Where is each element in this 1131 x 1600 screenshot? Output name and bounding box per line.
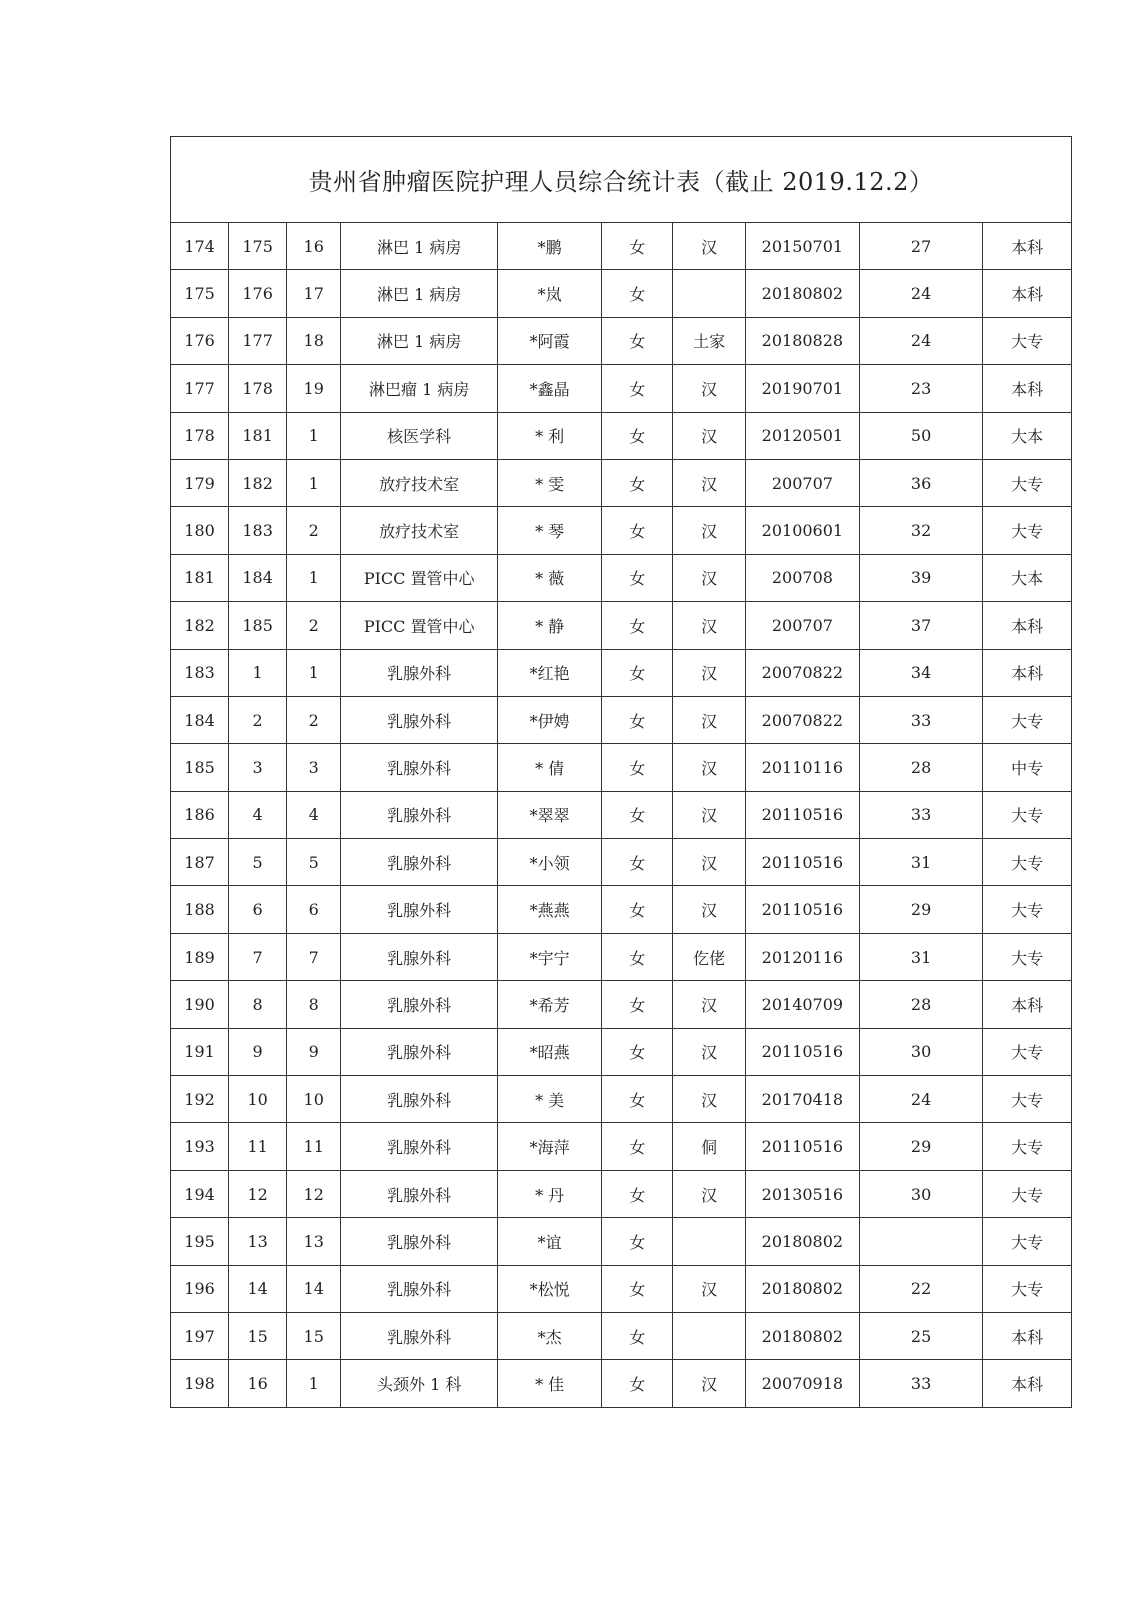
hire-date-cell: 20100601: [745, 507, 859, 554]
dept-seq-cell: 10: [229, 1076, 287, 1123]
education-cell: 大专: [983, 317, 1072, 364]
department-cell: 乳腺外科: [341, 744, 498, 791]
dept-seq-cell: 8: [229, 981, 287, 1028]
name-cell: * 静: [498, 602, 602, 649]
gender-cell: 女: [602, 365, 673, 412]
gender-cell: 女: [602, 1170, 673, 1217]
dept-seq-cell: 7: [229, 933, 287, 980]
department-cell: 乳腺外科: [341, 839, 498, 886]
dept-seq-cell: 11: [229, 1123, 287, 1170]
unit-seq-cell: 1: [287, 554, 341, 601]
education-cell: 本科: [983, 223, 1072, 270]
unit-seq-cell: 5: [287, 839, 341, 886]
age-cell: 24: [859, 1076, 982, 1123]
seq-cell: 174: [171, 223, 229, 270]
education-cell: 大本: [983, 554, 1072, 601]
department-cell: 乳腺外科: [341, 1312, 498, 1359]
dept-seq-cell: 1: [229, 649, 287, 696]
gender-cell: 女: [602, 602, 673, 649]
table-row: [171, 507, 1072, 554]
unit-seq-cell: 8: [287, 981, 341, 1028]
hire-date-cell: 20180802: [745, 1218, 859, 1265]
ethnicity-cell: [673, 270, 745, 317]
table-row: [171, 933, 1072, 980]
dept-seq-cell: 175: [229, 223, 287, 270]
age-cell: 31: [859, 839, 982, 886]
seq-cell: 196: [171, 1265, 229, 1312]
gender-cell: 女: [602, 1312, 673, 1359]
name-cell: * 薇: [498, 554, 602, 601]
unit-seq-cell: 19: [287, 365, 341, 412]
seq-cell: 185: [171, 744, 229, 791]
name-cell: * 倩: [498, 744, 602, 791]
name-cell: * 雯: [498, 459, 602, 506]
unit-seq-cell: 4: [287, 791, 341, 838]
table-body: [171, 223, 1072, 1408]
table-row: [171, 459, 1072, 506]
age-cell: [859, 1218, 982, 1265]
hire-date-cell: 20190701: [745, 365, 859, 412]
name-cell: *鹏: [498, 223, 602, 270]
education-cell: 本科: [983, 602, 1072, 649]
dept-seq-cell: 15: [229, 1312, 287, 1359]
gender-cell: 女: [602, 744, 673, 791]
age-cell: 36: [859, 459, 982, 506]
age-cell: 24: [859, 270, 982, 317]
education-cell: 大专: [983, 696, 1072, 743]
name-cell: * 佳: [498, 1360, 602, 1407]
dept-seq-cell: 181: [229, 412, 287, 459]
seq-cell: 195: [171, 1218, 229, 1265]
department-cell: 放疗技术室: [341, 459, 498, 506]
hire-date-cell: 20180802: [745, 1312, 859, 1359]
age-cell: 39: [859, 554, 982, 601]
unit-seq-cell: 16: [287, 223, 341, 270]
table-row: [171, 1123, 1072, 1170]
gender-cell: 女: [602, 1218, 673, 1265]
age-cell: 34: [859, 649, 982, 696]
unit-seq-cell: 2: [287, 507, 341, 554]
ethnicity-cell: 汉: [673, 412, 745, 459]
education-cell: 大专: [983, 459, 1072, 506]
department-cell: 放疗技术室: [341, 507, 498, 554]
department-cell: 核医学科: [341, 412, 498, 459]
gender-cell: 女: [602, 412, 673, 459]
age-cell: 22: [859, 1265, 982, 1312]
table-row: [171, 1218, 1072, 1265]
name-cell: *红艳: [498, 649, 602, 696]
hire-date-cell: 20170418: [745, 1076, 859, 1123]
gender-cell: 女: [602, 696, 673, 743]
name-cell: *翠翠: [498, 791, 602, 838]
education-cell: 大专: [983, 791, 1072, 838]
seq-cell: 175: [171, 270, 229, 317]
dept-seq-cell: 176: [229, 270, 287, 317]
gender-cell: 女: [602, 507, 673, 554]
nursing-staff-table: [170, 136, 1072, 1408]
table-row: [171, 223, 1072, 270]
hire-date-cell: 20140709: [745, 981, 859, 1028]
name-cell: *松悦: [498, 1265, 602, 1312]
table-row: [171, 1076, 1072, 1123]
education-cell: 大专: [983, 886, 1072, 933]
gender-cell: 女: [602, 270, 673, 317]
dept-seq-cell: 4: [229, 791, 287, 838]
name-cell: *谊: [498, 1218, 602, 1265]
seq-cell: 184: [171, 696, 229, 743]
hire-date-cell: 200708: [745, 554, 859, 601]
unit-seq-cell: 9: [287, 1028, 341, 1075]
ethnicity-cell: 汉: [673, 507, 745, 554]
hire-date-cell: 20110516: [745, 839, 859, 886]
table-row: [171, 365, 1072, 412]
department-cell: PICC 置管中心: [341, 602, 498, 649]
table-row: [171, 270, 1072, 317]
unit-seq-cell: 3: [287, 744, 341, 791]
seq-cell: 182: [171, 602, 229, 649]
table-row: [171, 412, 1072, 459]
gender-cell: 女: [602, 223, 673, 270]
table-row: [171, 317, 1072, 364]
hire-date-cell: 20110516: [745, 791, 859, 838]
seq-cell: 193: [171, 1123, 229, 1170]
hire-date-cell: 20180802: [745, 270, 859, 317]
unit-seq-cell: 1: [287, 649, 341, 696]
seq-cell: 194: [171, 1170, 229, 1217]
seq-cell: 178: [171, 412, 229, 459]
table-row: [171, 839, 1072, 886]
ethnicity-cell: [673, 1312, 745, 1359]
age-cell: 28: [859, 744, 982, 791]
unit-seq-cell: 2: [287, 696, 341, 743]
education-cell: 大专: [983, 933, 1072, 980]
ethnicity-cell: 汉: [673, 886, 745, 933]
department-cell: PICC 置管中心: [341, 554, 498, 601]
ethnicity-cell: 汉: [673, 839, 745, 886]
gender-cell: 女: [602, 839, 673, 886]
table-row: [171, 649, 1072, 696]
gender-cell: 女: [602, 459, 673, 506]
unit-seq-cell: 14: [287, 1265, 341, 1312]
unit-seq-cell: 10: [287, 1076, 341, 1123]
gender-cell: 女: [602, 791, 673, 838]
seq-cell: 189: [171, 933, 229, 980]
department-cell: 乳腺外科: [341, 791, 498, 838]
department-cell: 乳腺外科: [341, 1076, 498, 1123]
seq-cell: 191: [171, 1028, 229, 1075]
table-row: [171, 1170, 1072, 1217]
name-cell: *希芳: [498, 981, 602, 1028]
name-cell: *阿霞: [498, 317, 602, 364]
ethnicity-cell: 汉: [673, 649, 745, 696]
ethnicity-cell: 汉: [673, 223, 745, 270]
hire-date-cell: 20110116: [745, 744, 859, 791]
unit-seq-cell: 7: [287, 933, 341, 980]
department-cell: 淋巴瘤 1 病房: [341, 365, 498, 412]
unit-seq-cell: 18: [287, 317, 341, 364]
dept-seq-cell: 9: [229, 1028, 287, 1075]
seq-cell: 183: [171, 649, 229, 696]
gender-cell: 女: [602, 1028, 673, 1075]
education-cell: 大专: [983, 1028, 1072, 1075]
dept-seq-cell: 184: [229, 554, 287, 601]
table-row: [171, 1360, 1072, 1407]
name-cell: *伊娉: [498, 696, 602, 743]
age-cell: 25: [859, 1312, 982, 1359]
ethnicity-cell: 汉: [673, 744, 745, 791]
seq-cell: 181: [171, 554, 229, 601]
ethnicity-cell: 侗: [673, 1123, 745, 1170]
dept-seq-cell: 185: [229, 602, 287, 649]
education-cell: 大专: [983, 1123, 1072, 1170]
education-cell: 本科: [983, 270, 1072, 317]
department-cell: 乳腺外科: [341, 981, 498, 1028]
name-cell: *小领: [498, 839, 602, 886]
name-cell: *岚: [498, 270, 602, 317]
education-cell: 大专: [983, 1170, 1072, 1217]
age-cell: 29: [859, 1123, 982, 1170]
age-cell: 30: [859, 1170, 982, 1217]
seq-cell: 192: [171, 1076, 229, 1123]
unit-seq-cell: 11: [287, 1123, 341, 1170]
table-row: [171, 1265, 1072, 1312]
unit-seq-cell: 1: [287, 1360, 341, 1407]
hire-date-cell: 200707: [745, 459, 859, 506]
gender-cell: 女: [602, 981, 673, 1028]
ethnicity-cell: 汉: [673, 1265, 745, 1312]
unit-seq-cell: 15: [287, 1312, 341, 1359]
ethnicity-cell: 土家: [673, 317, 745, 364]
age-cell: 24: [859, 317, 982, 364]
gender-cell: 女: [602, 1265, 673, 1312]
dept-seq-cell: 13: [229, 1218, 287, 1265]
seq-cell: 180: [171, 507, 229, 554]
education-cell: 本科: [983, 981, 1072, 1028]
ethnicity-cell: 汉: [673, 554, 745, 601]
age-cell: 33: [859, 1360, 982, 1407]
education-cell: 大专: [983, 1076, 1072, 1123]
hire-date-cell: 20070822: [745, 696, 859, 743]
age-cell: 29: [859, 886, 982, 933]
hire-date-cell: 20130516: [745, 1170, 859, 1217]
table-row: [171, 1028, 1072, 1075]
department-cell: 乳腺外科: [341, 1218, 498, 1265]
gender-cell: 女: [602, 649, 673, 696]
dept-seq-cell: 178: [229, 365, 287, 412]
name-cell: *海萍: [498, 1123, 602, 1170]
hire-date-cell: 20110516: [745, 1123, 859, 1170]
department-cell: 乳腺外科: [341, 696, 498, 743]
department-cell: 淋巴 1 病房: [341, 317, 498, 364]
age-cell: 50: [859, 412, 982, 459]
ethnicity-cell: 汉: [673, 1028, 745, 1075]
dept-seq-cell: 3: [229, 744, 287, 791]
seq-cell: 176: [171, 317, 229, 364]
department-cell: 淋巴 1 病房: [341, 270, 498, 317]
age-cell: 28: [859, 981, 982, 1028]
dept-seq-cell: 5: [229, 839, 287, 886]
department-cell: 乳腺外科: [341, 1028, 498, 1075]
name-cell: * 美: [498, 1076, 602, 1123]
unit-seq-cell: 17: [287, 270, 341, 317]
age-cell: 31: [859, 933, 982, 980]
gender-cell: 女: [602, 1076, 673, 1123]
ethnicity-cell: 汉: [673, 696, 745, 743]
table-title: 贵州省肿瘤医院护理人员综合统计表（截止 2019.12.2）: [171, 137, 1072, 223]
dept-seq-cell: 177: [229, 317, 287, 364]
department-cell: 乳腺外科: [341, 1170, 498, 1217]
dept-seq-cell: 16: [229, 1360, 287, 1407]
gender-cell: 女: [602, 554, 673, 601]
age-cell: 30: [859, 1028, 982, 1075]
table-row: [171, 696, 1072, 743]
age-cell: 32: [859, 507, 982, 554]
gender-cell: 女: [602, 886, 673, 933]
department-cell: 乳腺外科: [341, 933, 498, 980]
department-cell: 乳腺外科: [341, 1123, 498, 1170]
education-cell: 大专: [983, 839, 1072, 886]
ethnicity-cell: 汉: [673, 981, 745, 1028]
dept-seq-cell: 6: [229, 886, 287, 933]
age-cell: 33: [859, 791, 982, 838]
name-cell: *燕燕: [498, 886, 602, 933]
seq-cell: 188: [171, 886, 229, 933]
department-cell: 乳腺外科: [341, 886, 498, 933]
name-cell: *鑫晶: [498, 365, 602, 412]
name-cell: *宇宁: [498, 933, 602, 980]
name-cell: *杰: [498, 1312, 602, 1359]
seq-cell: 177: [171, 365, 229, 412]
table-row: [171, 1312, 1072, 1359]
department-cell: 乳腺外科: [341, 649, 498, 696]
gender-cell: 女: [602, 317, 673, 364]
name-cell: * 丹: [498, 1170, 602, 1217]
dept-seq-cell: 12: [229, 1170, 287, 1217]
table-row: [171, 554, 1072, 601]
education-cell: 本科: [983, 1360, 1072, 1407]
ethnicity-cell: 汉: [673, 1170, 745, 1217]
hire-date-cell: 20180802: [745, 1265, 859, 1312]
table-row: [171, 886, 1072, 933]
unit-seq-cell: 6: [287, 886, 341, 933]
ethnicity-cell: 汉: [673, 1360, 745, 1407]
ethnicity-cell: 汉: [673, 365, 745, 412]
dept-seq-cell: 14: [229, 1265, 287, 1312]
ethnicity-cell: 汉: [673, 602, 745, 649]
ethnicity-cell: 汉: [673, 1076, 745, 1123]
unit-seq-cell: 1: [287, 412, 341, 459]
seq-cell: 197: [171, 1312, 229, 1359]
education-cell: 大专: [983, 507, 1072, 554]
seq-cell: 179: [171, 459, 229, 506]
hire-date-cell: 20150701: [745, 223, 859, 270]
education-cell: 大专: [983, 1218, 1072, 1265]
dept-seq-cell: 2: [229, 696, 287, 743]
age-cell: 37: [859, 602, 982, 649]
unit-seq-cell: 13: [287, 1218, 341, 1265]
education-cell: 中专: [983, 744, 1072, 791]
name-cell: * 利: [498, 412, 602, 459]
gender-cell: 女: [602, 1123, 673, 1170]
table-row: [171, 602, 1072, 649]
department-cell: 乳腺外科: [341, 1265, 498, 1312]
unit-seq-cell: 2: [287, 602, 341, 649]
seq-cell: 187: [171, 839, 229, 886]
gender-cell: 女: [602, 1360, 673, 1407]
gender-cell: 女: [602, 933, 673, 980]
table-row: [171, 744, 1072, 791]
dept-seq-cell: 182: [229, 459, 287, 506]
ethnicity-cell: [673, 1218, 745, 1265]
department-cell: 淋巴 1 病房: [341, 223, 498, 270]
hire-date-cell: 20110516: [745, 886, 859, 933]
education-cell: 本科: [983, 649, 1072, 696]
age-cell: 27: [859, 223, 982, 270]
ethnicity-cell: 汉: [673, 791, 745, 838]
hire-date-cell: 20120116: [745, 933, 859, 980]
seq-cell: 198: [171, 1360, 229, 1407]
education-cell: 本科: [983, 365, 1072, 412]
hire-date-cell: 20070822: [745, 649, 859, 696]
ethnicity-cell: 仡佬: [673, 933, 745, 980]
ethnicity-cell: 汉: [673, 459, 745, 506]
seq-cell: 190: [171, 981, 229, 1028]
hire-date-cell: 20070918: [745, 1360, 859, 1407]
name-cell: * 琴: [498, 507, 602, 554]
hire-date-cell: 200707: [745, 602, 859, 649]
department-cell: 头颈外 1 科: [341, 1360, 498, 1407]
name-cell: *昭燕: [498, 1028, 602, 1075]
dept-seq-cell: 183: [229, 507, 287, 554]
unit-seq-cell: 1: [287, 459, 341, 506]
table-row: [171, 791, 1072, 838]
hire-date-cell: 20110516: [745, 1028, 859, 1075]
hire-date-cell: 20180828: [745, 317, 859, 364]
hire-date-cell: 20120501: [745, 412, 859, 459]
table-row: [171, 981, 1072, 1028]
unit-seq-cell: 12: [287, 1170, 341, 1217]
age-cell: 33: [859, 696, 982, 743]
seq-cell: 186: [171, 791, 229, 838]
age-cell: 23: [859, 365, 982, 412]
education-cell: 大本: [983, 412, 1072, 459]
education-cell: 大专: [983, 1265, 1072, 1312]
education-cell: 本科: [983, 1312, 1072, 1359]
